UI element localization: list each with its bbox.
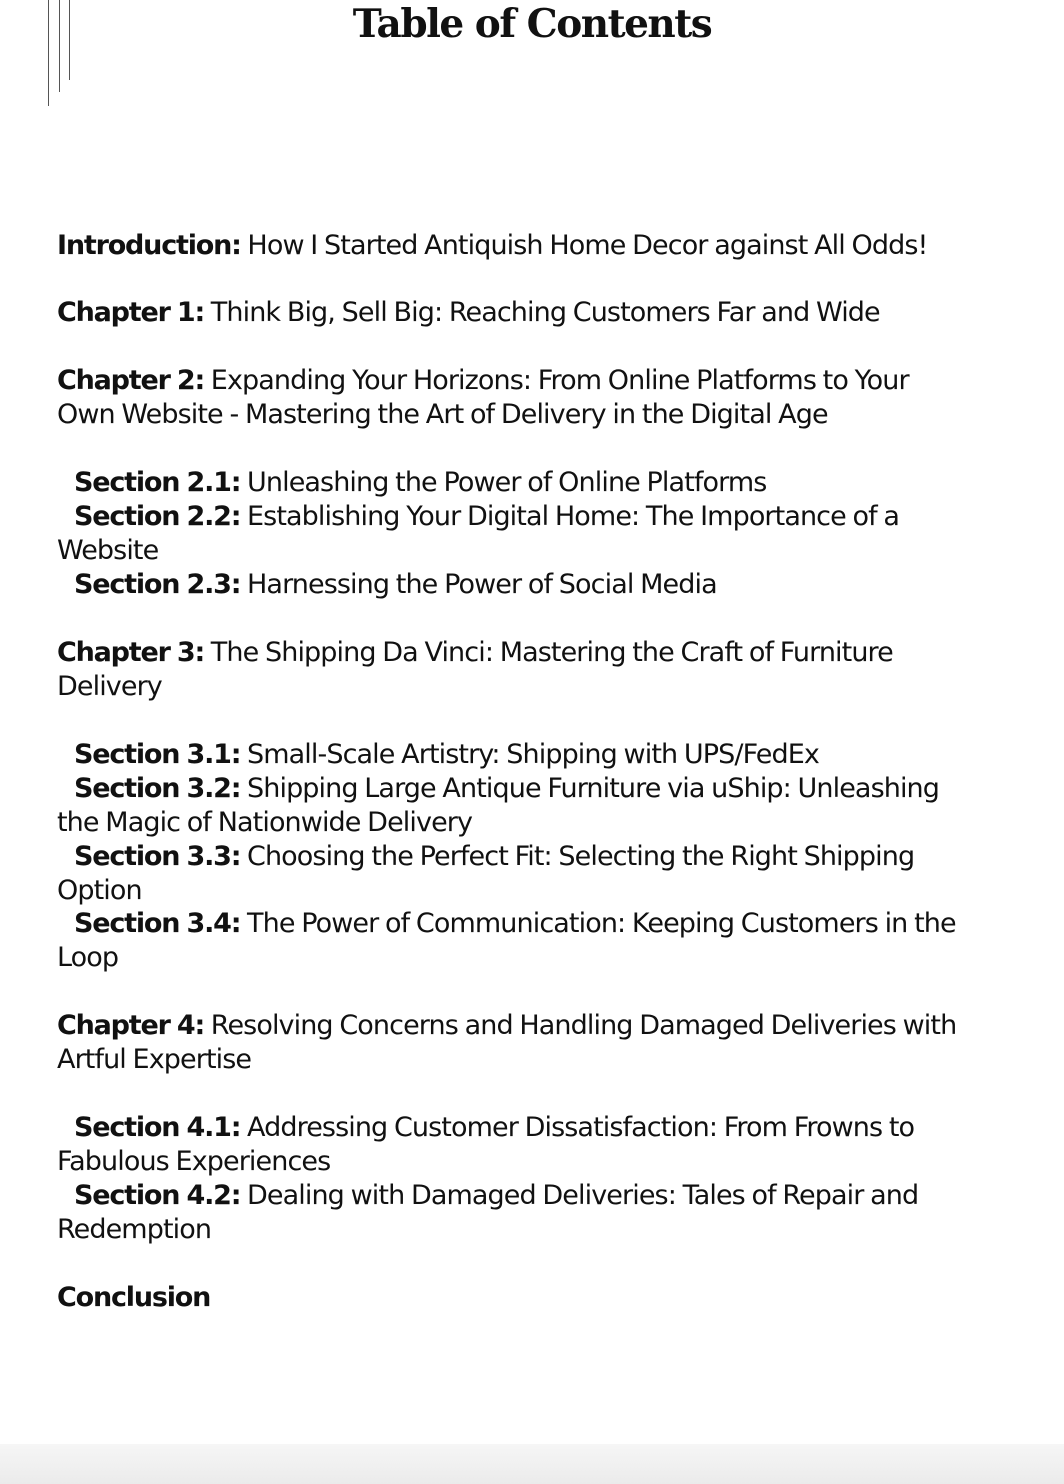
toc-entry-text: Expanding Your Horizons: From Online Platforms to Your — [210, 365, 909, 396]
toc-entry-line — [57, 500, 1017, 534]
toc-entry-text: Resolving Concerns and Handling Damaged Deliveries with — [210, 1010, 957, 1041]
toc-entry-line: Website — [57, 535, 159, 566]
toc-entry-text: Shipping Large Antique Furniture via uShip: Unleashing — [247, 773, 940, 804]
toc-entry-line — [57, 1179, 1017, 1213]
toc-entry-line — [57, 364, 1017, 398]
toc-entry-line: the Magic of Nationwide Delivery — [57, 807, 473, 838]
toc-entry-label: Chapter 4: — [57, 1010, 205, 1041]
toc-entry-label: Chapter 2: — [57, 365, 205, 396]
toc-entry-line: Option — [57, 875, 142, 906]
toc-entry-section-3-4 — [57, 907, 1017, 975]
toc-entry-line — [57, 907, 1017, 941]
toc-entry-text: Addressing Customer Dissatisfaction: From Frowns to — [247, 1112, 915, 1143]
toc-entry-label: Section 2.1: — [74, 467, 241, 498]
toc-entry-line: Fabulous Experiences — [57, 1146, 331, 1177]
toc-entry-chapter-2 — [57, 364, 1017, 432]
page-title: Table of Contents — [352, 1, 712, 47]
toc-entry-line: Redemption — [57, 1214, 212, 1245]
toc-entry-line: Own Website - Mastering the Art of Delivery in the Digital Age — [57, 399, 828, 430]
toc-entry-section-2-3 — [57, 568, 1017, 602]
toc-entry-line: Loop — [57, 942, 119, 973]
toc-entry-text: Unleashing the Power of Online Platforms — [247, 467, 767, 498]
toc-entry-line — [57, 1281, 1017, 1315]
toc-entry-text: Dealing with Damaged Deliveries: Tales of Repair and — [247, 1180, 919, 1211]
toc-entry-label: Section 3.2: — [74, 773, 241, 804]
toc-entry-section-3-3 — [57, 840, 1017, 908]
toc-entry-text: The Shipping Da Vinci: Mastering the Craft of Furniture — [210, 637, 893, 668]
toc-entry-chapter-4 — [57, 1009, 1017, 1077]
toc-entry-text: How I Started Antiquish Home Decor against All Odds! — [247, 230, 928, 261]
toc-entry-text: Harnessing the Power of Social Media — [247, 569, 717, 600]
toc-entry-label: Section 3.4: — [74, 908, 241, 939]
toc-entry-section-2-1 — [57, 466, 1017, 500]
toc-entry-text: Think Big, Sell Big: Reaching Customers Far and Wide — [210, 297, 880, 328]
toc-entry-section-3-2 — [57, 772, 1017, 840]
toc-entry-line — [57, 636, 1017, 670]
toc-entry-label: Section 3.3: — [74, 841, 241, 872]
toc-entry-label: Chapter 1: — [57, 297, 205, 328]
toc-entry-label: Section 4.1: — [74, 1112, 241, 1143]
toc-entry-line — [57, 772, 1017, 806]
toc-entry-line: Artful Expertise — [57, 1044, 252, 1075]
toc-entry-introduction — [57, 229, 1017, 263]
toc-entry-line — [57, 840, 1017, 874]
toc-entry-line — [57, 1111, 1017, 1145]
toc-entry-section-4-2 — [57, 1179, 1017, 1247]
toc-entry-line — [57, 1009, 1017, 1043]
toc-entry-line — [57, 568, 1017, 602]
toc-entry-section-4-1 — [57, 1111, 1017, 1179]
toc-entry-label: Section 3.1: — [74, 739, 241, 770]
toc-entry-line — [57, 296, 1017, 330]
toc-entry-section-3-1 — [57, 738, 1017, 772]
toc-entry-chapter-1 — [57, 296, 1017, 330]
toc-entry-label: Conclusion — [57, 1282, 211, 1313]
toc-entry-chapter-3 — [57, 636, 1017, 704]
toc-entry-line — [57, 229, 1017, 263]
toc-entry-text: Establishing Your Digital Home: The Importance of a — [247, 501, 900, 532]
toc-entry-label: Section 2.2: — [74, 501, 241, 532]
toc-entry-line — [57, 466, 1017, 500]
toc-entry-label: Section 4.2: — [74, 1180, 241, 1211]
toc-entry-conclusion — [57, 1281, 1017, 1315]
toc-entry-text: The Power of Communication: Keeping Customers in the — [247, 908, 956, 939]
toc-entry-line: Delivery — [57, 671, 162, 702]
toc-entry-label: Section 2.3: — [74, 569, 241, 600]
toc-entry-text: Small-Scale Artistry: Shipping with UPS/FedEx — [247, 739, 819, 770]
toc-entry-section-2-2 — [57, 500, 1017, 568]
toc-entry-label: Introduction: — [57, 230, 241, 261]
toc-entry-line — [57, 738, 1017, 772]
toc-entry-label: Chapter 3: — [57, 637, 205, 668]
toc-entry-text: Choosing the Perfect Fit: Selecting the Right Shipping — [247, 841, 915, 872]
page-bottom-edge — [0, 1444, 1064, 1484]
